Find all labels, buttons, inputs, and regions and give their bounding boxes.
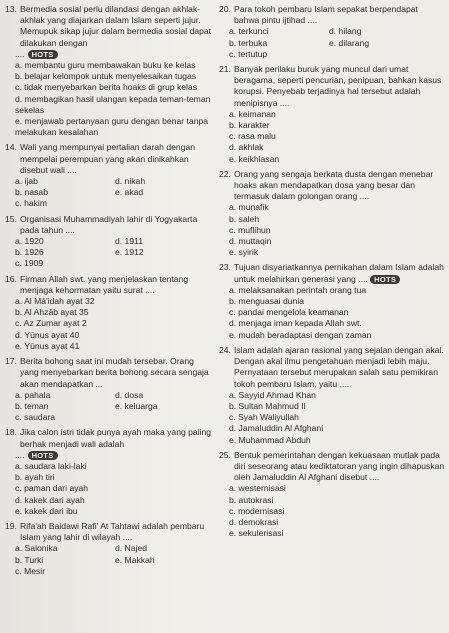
option-d[interactable]: d. Najed bbox=[115, 543, 148, 554]
option-d[interactable]: d. nikah bbox=[115, 176, 146, 187]
question-number: 16. bbox=[5, 273, 17, 284]
question-text: Banyak perilaku buruk yang muncul dari umat beragama, seperti pencurian, penipuan, bahkan kasus korupsi. Penyebab terjadinya hal tersebut adalah menipisnya .... bbox=[234, 64, 442, 108]
option-b[interactable]: b. teman bbox=[15, 400, 49, 411]
option-b[interactable]: b. 1926 bbox=[15, 247, 44, 258]
question-number: 22. bbox=[219, 168, 231, 179]
option-c[interactable]: c. muflihun bbox=[229, 224, 271, 235]
question-number: 18. bbox=[5, 427, 17, 438]
question-18 bbox=[5, 427, 214, 517]
option-c[interactable]: c. tertutup bbox=[229, 48, 268, 59]
option-a[interactable]: a. keimanan bbox=[229, 108, 276, 119]
question-text: Bermedia sosial perlu dilandasi dengan akhlak-akhlak yang diajarkan dalam Islam seperti jujur. Memupuk sikap jujur dalam bermedia sosial dapat dilakukan dengan bbox=[20, 4, 212, 48]
question-ellipsis: .... bbox=[15, 449, 25, 460]
question-16 bbox=[5, 274, 214, 352]
option-b[interactable]: b. belajar kelompok untuk menyelesaikan tugas bbox=[15, 71, 197, 82]
question-14 bbox=[5, 142, 214, 209]
question-text: Rifa'ah Baidawi Rafi' At Tahtawi adalah pembaru Islam yang lahir di wilayah .... bbox=[20, 520, 205, 543]
question-number: 17. bbox=[5, 356, 17, 367]
option-a[interactable]: a. ijab bbox=[15, 176, 38, 187]
option-b[interactable]: b. nasab bbox=[15, 187, 48, 198]
option-a[interactable]: a. 1920 bbox=[15, 236, 44, 247]
option-b[interactable]: b. karakter bbox=[229, 120, 270, 131]
option-b[interactable]: b. Sultan Mahmud II bbox=[229, 400, 306, 411]
option-e[interactable]: e. akad bbox=[115, 187, 144, 198]
question-text: Organisasi Muhammadiyah lahir di Yogyakarta pada tahun .... bbox=[20, 213, 198, 235]
option-b[interactable]: b. Al Ahzāb ayat 35 bbox=[15, 307, 89, 318]
option-c[interactable]: c. Mesir bbox=[15, 565, 46, 576]
option-b[interactable]: b. ayah tiri bbox=[15, 472, 55, 483]
question-24 bbox=[219, 345, 445, 446]
option-e[interactable]: e. Yūnus ayat 41 bbox=[15, 340, 80, 351]
option-e[interactable]: e. menjawab pertanyaan guru dengan benar tanpa melakukan kesalahan bbox=[15, 116, 209, 138]
left-column bbox=[5, 4, 214, 581]
option-e[interactable]: e. Muhammad Abduh bbox=[229, 434, 311, 445]
option-a[interactable]: a. membantu guru membawakan buku ke kelas bbox=[15, 60, 196, 71]
option-c[interactable]: c. saudara bbox=[15, 412, 56, 423]
option-a[interactable]: a. munafik bbox=[229, 202, 269, 213]
option-e[interactable]: e. keluarga bbox=[115, 400, 158, 411]
option-d[interactable]: d. muttaqin bbox=[229, 236, 272, 247]
option-b[interactable]: b. Turki bbox=[15, 554, 44, 565]
question-text: Orang yang sengaja berkata dusta dengan menebar hoaks akan mendapatkan dosa yang besar dan termasuk dalam golongan orang .... bbox=[234, 168, 434, 202]
question-number: 25. bbox=[219, 449, 231, 460]
option-e[interactable]: e. syirik bbox=[229, 247, 259, 258]
question-22 bbox=[219, 169, 445, 259]
question-number: 15. bbox=[5, 213, 17, 224]
option-c[interactable]: c. pandai mengelola keamanan bbox=[229, 307, 349, 318]
option-c[interactable]: c. tidak menyebarkan berita hoaks di grup kelas bbox=[15, 82, 198, 93]
option-d[interactable]: d. kakek dari ayah bbox=[15, 494, 85, 505]
question-text: Tujuan disyariatkannya pernikahan dalam Islam adalah untuk melahirkan generasi yang .... bbox=[234, 262, 444, 284]
option-d[interactable]: d. Jamaluddin Al Afghani bbox=[229, 423, 324, 434]
option-a[interactable]: a. Salonika bbox=[15, 543, 58, 554]
hots-badge: HOTS bbox=[370, 275, 400, 284]
hots-badge: HOTS bbox=[28, 50, 58, 59]
question-number: 23. bbox=[219, 262, 231, 273]
option-d[interactable]: d. membagikan hasil ulangan kepada teman-teman sekelas bbox=[15, 93, 211, 115]
option-a[interactable]: a. westernisasi bbox=[229, 483, 286, 494]
question-number: 14. bbox=[5, 142, 17, 153]
question-19 bbox=[5, 521, 214, 577]
option-d[interactable]: d. Yūnus ayat 40 bbox=[15, 329, 80, 340]
question-text: Bentuk pemerintahan dengan kekuasaan mutlak pada diri seseorang atau kediktatoran yang ingin dihapuskan oleh Jamaluddin Al Afghani disebut .... bbox=[234, 449, 445, 483]
option-e[interactable]: e. sekulerisasi bbox=[229, 528, 284, 539]
right-column bbox=[219, 4, 445, 543]
option-c[interactable]: c. hakim bbox=[15, 198, 47, 209]
option-a[interactable]: a. saudara laki-laki bbox=[15, 460, 87, 471]
option-b[interactable]: b. autokrasi bbox=[229, 494, 274, 505]
hots-badge: HOTS bbox=[28, 451, 58, 460]
option-c[interactable]: c. paman dari ayah bbox=[15, 483, 89, 494]
question-text: Jika calon istri tidak punya ayah maka yang paling berhak menjadi wali adalah bbox=[20, 427, 212, 449]
question-13 bbox=[5, 4, 214, 138]
question-number: 20. bbox=[219, 4, 231, 14]
option-a[interactable]: a. Al Mā'idah ayat 32 bbox=[15, 296, 95, 307]
option-a[interactable]: a. pahala bbox=[15, 389, 51, 400]
question-17 bbox=[5, 356, 214, 423]
option-c[interactable]: c. 1909 bbox=[15, 258, 44, 269]
option-d[interactable]: d. akhlak bbox=[229, 142, 264, 153]
question-number: 24. bbox=[219, 344, 231, 355]
option-d[interactable]: d. dosa bbox=[115, 389, 144, 400]
option-e[interactable]: e. dilarang bbox=[329, 37, 370, 48]
question-text: Wali yang mempunyai pertalian darah dengan mempelai perempuan yang akan dinikahkan disebut wali .... bbox=[20, 142, 196, 175]
question-23 bbox=[219, 262, 445, 340]
option-b[interactable]: b. terbuka bbox=[229, 37, 268, 48]
question-text: Berita bohong saat ini mudah tersebar. Orang yang menyebarkan berita bohong secara sengaja akan mendapatkan ... bbox=[20, 356, 209, 389]
option-e[interactable]: e. kakek dari ibu bbox=[15, 505, 78, 516]
option-c[interactable]: c. Az Zumar ayat 2 bbox=[15, 318, 87, 329]
option-e[interactable]: e. Makkah bbox=[115, 554, 155, 565]
option-a[interactable]: a. melaksanakan perintah orang tua bbox=[229, 284, 367, 295]
question-25 bbox=[219, 450, 445, 540]
option-c[interactable]: c. modernisasi bbox=[229, 505, 285, 516]
option-b[interactable]: b. menguasai dunia bbox=[229, 296, 305, 307]
option-d[interactable]: d. menjaga iman kepada Allah swt. bbox=[229, 318, 362, 329]
question-15 bbox=[5, 214, 214, 270]
option-e[interactable]: e. 1912 bbox=[115, 247, 144, 258]
option-c[interactable]: c. Syah Waliyullah bbox=[229, 412, 299, 423]
question-number: 19. bbox=[5, 520, 17, 531]
question-text: Firman Allah swt. yang menjelaskan tentang menjaga kehormatan yaitu surat .... bbox=[20, 273, 189, 295]
option-d[interactable]: d. demokrasi bbox=[229, 516, 279, 527]
option-c[interactable]: c. rasa malu bbox=[229, 131, 276, 142]
option-b[interactable]: b. saleh bbox=[229, 213, 260, 224]
option-d[interactable]: d. 1911 bbox=[115, 236, 144, 247]
option-d[interactable]: d. hilang bbox=[329, 26, 362, 37]
question-number: 21. bbox=[219, 64, 231, 75]
question-number: 13. bbox=[5, 4, 17, 14]
option-a[interactable]: a. terkunci bbox=[229, 26, 269, 37]
question-ellipsis: .... bbox=[15, 48, 25, 59]
question-21 bbox=[219, 64, 445, 165]
option-e[interactable]: e. mudah beradaptasi dengan zaman bbox=[229, 329, 372, 340]
question-text: Para tokoh pembaru Islam sepakat berpendapat bahwa pintu ijtihad .... bbox=[234, 4, 418, 26]
option-a[interactable]: a. Sayyid Ahmad Khan bbox=[229, 389, 316, 400]
question-20 bbox=[219, 4, 445, 60]
question-text: Islam adalah ajaran rasional yang sejalan dengan akal. Dengan akal ilmu pengetahuan menjadi lebih maju. Pernyataan tersebut merupakan salah satu pemikiran tokoh pembaru Islam, yaitu .... bbox=[234, 344, 444, 389]
option-e[interactable]: e. keikhlasan bbox=[229, 153, 280, 164]
